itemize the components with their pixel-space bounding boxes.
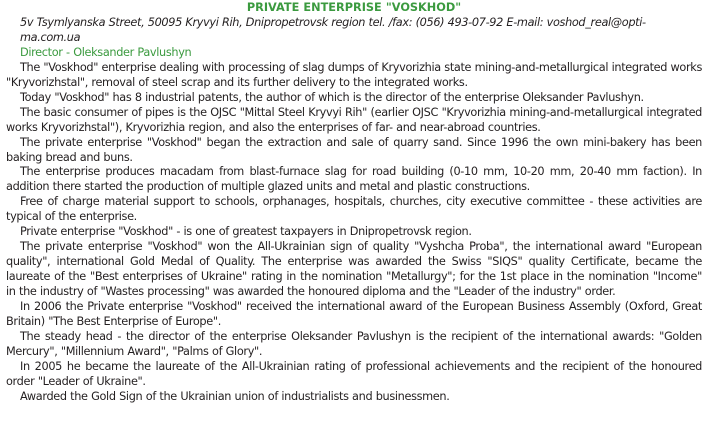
paragraph: Private enterprise "Voskhod" - is one of greatest taxpayers in Dnipropetrovsk region. [20,225,472,239]
paragraph: In 2005 he became the laureate of the All-Ukrainian rating of professional achievements and the recipient of the honoured order "Leader of Ukraine". [6,359,702,388]
paragraph: The basic consumer of pipes is the OJSC "Mittal Steel Kryvyi Rih" (earlier OJSC "Kryvorizhia mining-and-metallurgical integrated works Kryvorizhstal"), Kryvorizhia region, and also the enterprises of far- and near-abroad countries. [6,105,702,134]
paragraph: The private enterprise "Voskhod" won the All-Ukrainian sign of quality "Vyshcha Proba", the international award "European quality", international Gold Medal of Quality. The enterprise was awarded the Swiss "SIQS" quality Certificate, became the laureate of the "Best enterprises of Ukraine" rating in the nomination "Metallurgy"; for the 1st place in the nomination "Income" in the industry of "Wastes processing" was awarded the honoured diploma and the "Leader of the industry" order. [6,240,702,299]
paragraph: The private enterprise "Voskhod" began the extraction and sale of quarry sand. Since 1996 the own mini-bakery has been baking bread and buns. [6,135,702,164]
paragraph: Awarded the Gold Sign of the Ukrainian union of industrialists and businessmen. [20,389,450,403]
contact-address [6,16,702,46]
paragraph: The "Voskhod" enterprise dealing with processing of slag dumps of Kryvorizhia state mining-and-metallurgical integrated works "Kryvorizhstal", removal of steel scrap and its further delivery to the integrated works. [6,60,702,89]
paragraph: Free of charge material support to schools, orphanages, hospitals, churches, city executive committee - these activities are typical of the enterprise. [6,195,702,224]
address-line-2: ma.com.ua [20,30,81,44]
paragraph: The steady head - the director of the enterprise Oleksander Pavlushyn is the recipient of the international awards: "Golden Mercury", "Millennium Award", "Palms of Glory". [6,329,702,358]
address-line-1: 5v Tsymlyanska Street, 50095 Kryvyi Rih, Dnipropetrovsk region tel. /fax: (056) 493-07-92 E-mail: voshod_real@opti- [20,15,646,29]
director-line: Director - Oleksander Pavlushyn [20,45,192,59]
paragraph: Today "Voskhod" has 8 industrial patents, the author of which is the director of the enterprise Oleksander Pavlushyn. [20,90,644,104]
paragraph: In 2006 the Private enterprise "Voskhod" received the international award of the European Business Assembly (Oxford, Great Britain) "The Best Enterprise of Europe". [6,300,702,329]
page-title: PRIVATE ENTERPRISE "VOSKHOD" [246,1,462,14]
paragraph: The enterprise produces macadam from blast-furnace slag for road building (0-10 mm, 10-20 mm, 20-40 mm faction). In addition there started the production of multiple glazed units and metal and plastic constructions. [6,165,702,194]
